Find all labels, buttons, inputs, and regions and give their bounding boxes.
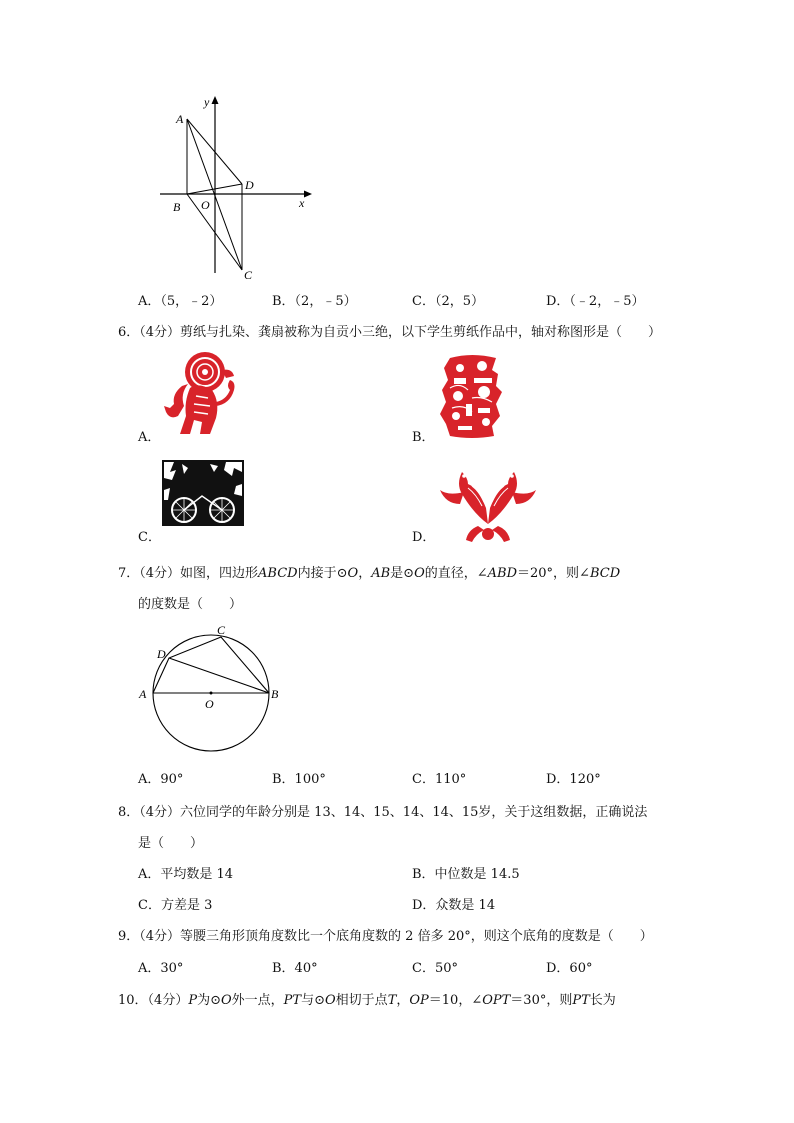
q7-option-c[interactable]: C．110° [412, 772, 467, 787]
q8-option-b[interactable]: B．中位数是 14.5 [412, 867, 520, 882]
q7-circle-figure [136, 620, 286, 760]
x-axis-label: x [299, 196, 305, 210]
q6-option-b-label[interactable]: B． [412, 430, 435, 445]
q9-option-b[interactable]: B．40° [272, 961, 318, 976]
q8-stem-line2: 是（ ） [138, 836, 204, 851]
q7-label-o: O [205, 697, 214, 711]
point-label-c: C [244, 268, 253, 282]
point-label-d: D [245, 178, 254, 192]
q7-label-d: D [157, 647, 166, 661]
papercut-fu-character-image [436, 352, 508, 440]
q7-stem-line2: 的度数是（ ） [138, 597, 243, 612]
q7-label-b: B [271, 687, 279, 701]
q7-label-a: A [139, 687, 147, 701]
q6-stem: 6．（4分）剪纸与扎染、龚扇被称为自贡小三绝，以下学生剪纸作品中，轴对称图形是（ ） [118, 325, 662, 340]
papercut-twin-fish-image [438, 464, 538, 544]
x-axis-arrow [304, 191, 312, 198]
q5-option-a[interactable]: A．（5，﹣2） [138, 294, 223, 309]
center-point-o [210, 692, 213, 695]
papercut-monkey-image [160, 346, 240, 438]
q7-option-b[interactable]: B．100° [272, 772, 326, 787]
q5-option-b[interactable]: B．（2，﹣5） [272, 294, 357, 309]
point-label-b: B [173, 200, 181, 214]
q5-option-c[interactable]: C．（2，5） [412, 294, 484, 309]
q5-coordinate-figure [160, 90, 325, 285]
q6-option-d-label[interactable]: D． [412, 530, 436, 545]
q7-option-d[interactable]: D．120° [546, 772, 601, 787]
q8-option-d[interactable]: D．众数是 14 [412, 898, 496, 913]
papercut-cyclists-image [162, 460, 244, 526]
q7-label-c: C [217, 623, 226, 637]
q6-option-c-label[interactable]: C． [138, 530, 161, 545]
q9-option-a[interactable]: A．30° [138, 961, 184, 976]
point-label-a: A [176, 112, 184, 126]
q9-option-d[interactable]: D．60° [546, 961, 593, 976]
q8-stem-line1: 8．（4分）六位同学的年龄分别是 13、14、15、14、14、15岁，关于这组数据，正确说法 [118, 805, 648, 820]
q8-option-c[interactable]: C．方差是 3 [138, 898, 213, 913]
q6-option-a-label[interactable]: A． [138, 430, 161, 445]
y-axis-label: y [204, 95, 210, 109]
q7-option-a[interactable]: A．90° [138, 772, 184, 787]
q5-option-d[interactable]: D．（﹣2，﹣5） [546, 294, 645, 309]
q7-stem-line1: 7．（4分）如图，四边形ABCD内接于⊙O，AB是⊙O的直径，∠ABD＝20°，则∠BCD [118, 566, 621, 581]
q9-stem: 9．（4分）等腰三角形顶角度数比一个底角度数的 2 倍多 20°，则这个底角的度数是（ ） [118, 929, 653, 944]
y-axis-arrow [212, 96, 219, 104]
q9-option-c[interactable]: C．50° [412, 961, 458, 976]
q8-option-a[interactable]: A．平均数是 14 [138, 867, 234, 882]
point-label-o: O [201, 198, 210, 212]
quadrilateral-abcd [153, 637, 269, 693]
q10-stem: 10．（4分）P为⊙O外一点，PT与⊙O相切于点T，OP＝10，∠OPT＝30°，则PT长为 [118, 993, 616, 1008]
